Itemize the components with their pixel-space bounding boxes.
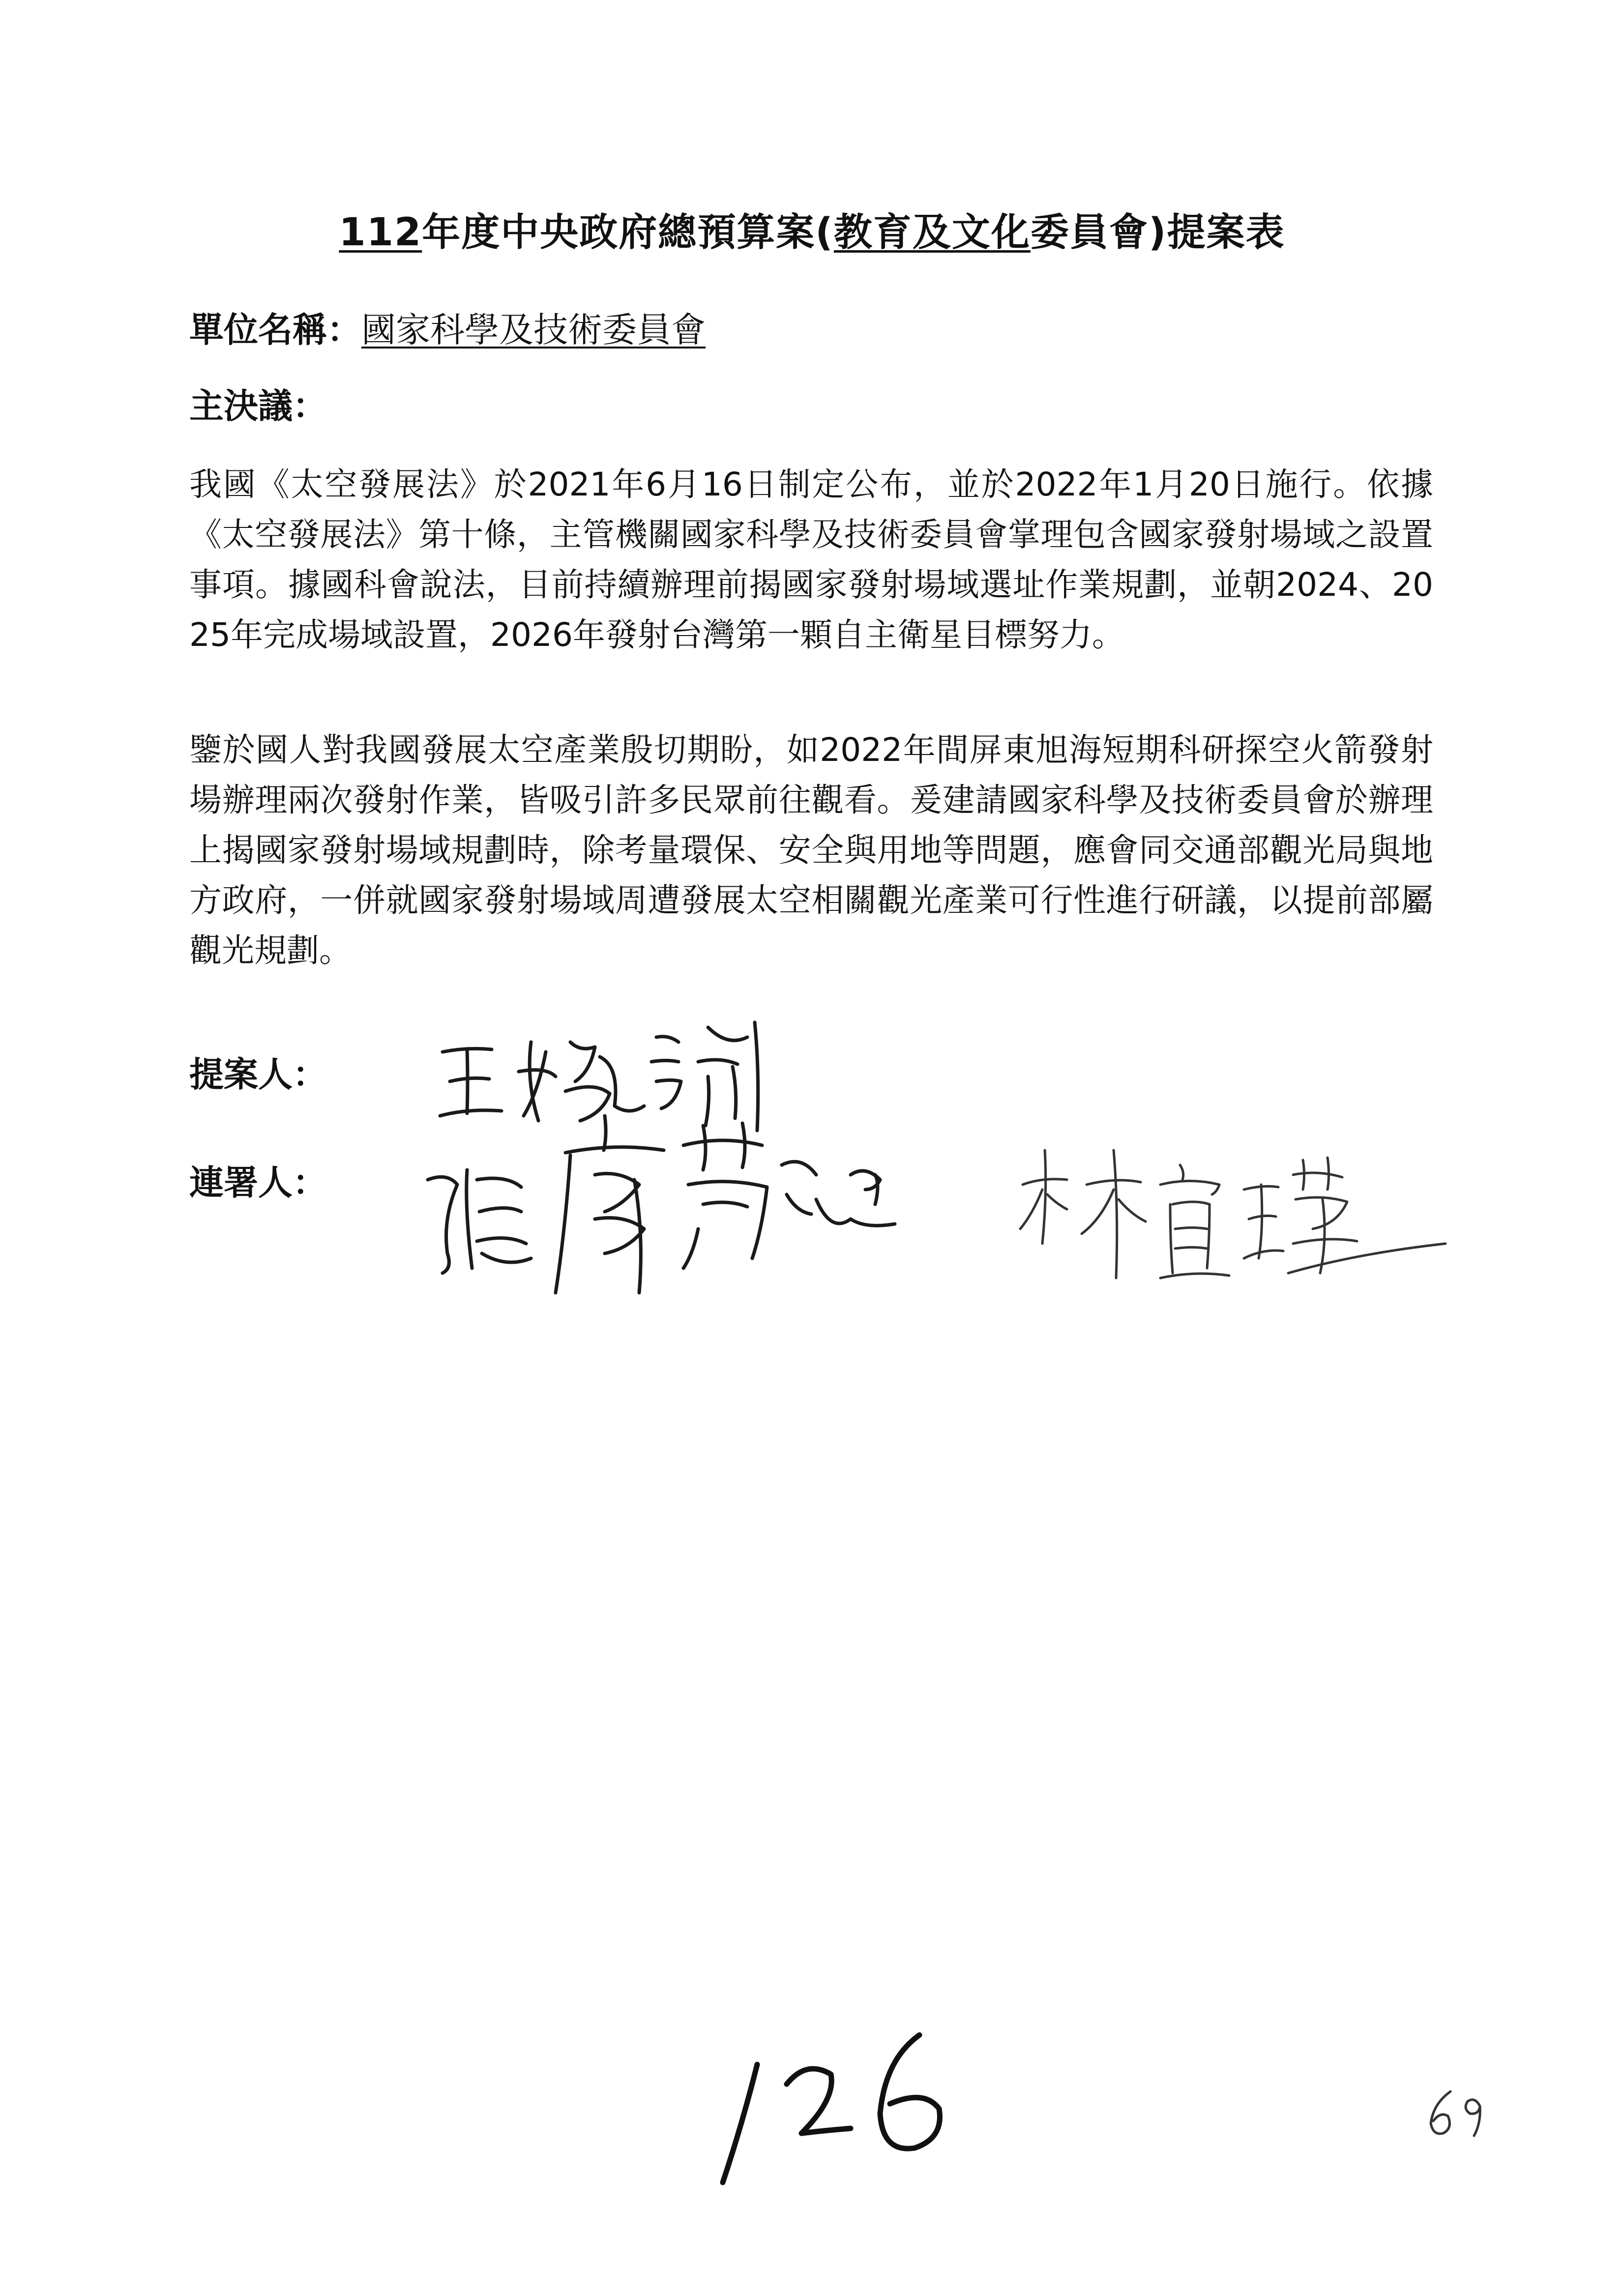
title-committee: 教育及文化 (833, 210, 1031, 255)
main-resolution-label: 主決議： (189, 386, 327, 426)
cosigner-signature-2 (1013, 1131, 1455, 1303)
title-part2: 委員會)提案表 (1030, 210, 1285, 255)
unit-label: 單位名稱： (189, 310, 361, 350)
resolution-paragraph-2: 鑒於國人對我國發展太空產業殷切期盼，如2022年間屏東旭海短期科研探空火箭發射場辦理兩次發射作業，皆吸引許多民眾前往觀看。爰建請國家科學及技術委員會於辦理上揭國家發射場域規劃時，除考量環保、安全與用地等問題，應會同交通部觀光局與地方政府，一併就國家發射場域周遭發展太空相關觀光產業可行性進行研議，以提前部屬觀光規劃。 (189, 731, 1433, 969)
cosigner-label: 連署人： (189, 1163, 327, 1203)
title-year: 112 (339, 210, 422, 255)
title-part1: 年度中央政府總預算案( (422, 210, 834, 255)
page-title (0, 202, 1624, 257)
page-number-handwritten (1421, 2084, 1495, 2143)
proposer-label: 提案人： (189, 1054, 327, 1095)
unit-row (189, 302, 706, 352)
page-stamp-handwritten (688, 2005, 983, 2212)
resolution-paragraph-1: 我國《太空發展法》於2021年6月16日制定公布，並於2022年1月20日施行。依據《太空發展法》第十條，主管機關國家科學及技術委員會掌理包含國家發射場域之設置事項。據國科會說法，目前持續辦理前揭國家發射場域選址作業規劃，並朝2024、2025年完成場域設置，2026年發射台灣第一顆自主衛星目標努力。 (189, 465, 1433, 654)
unit-value: 國家科學及技術委員會 (361, 310, 706, 350)
cosigner-signature-1 (408, 1106, 998, 1312)
